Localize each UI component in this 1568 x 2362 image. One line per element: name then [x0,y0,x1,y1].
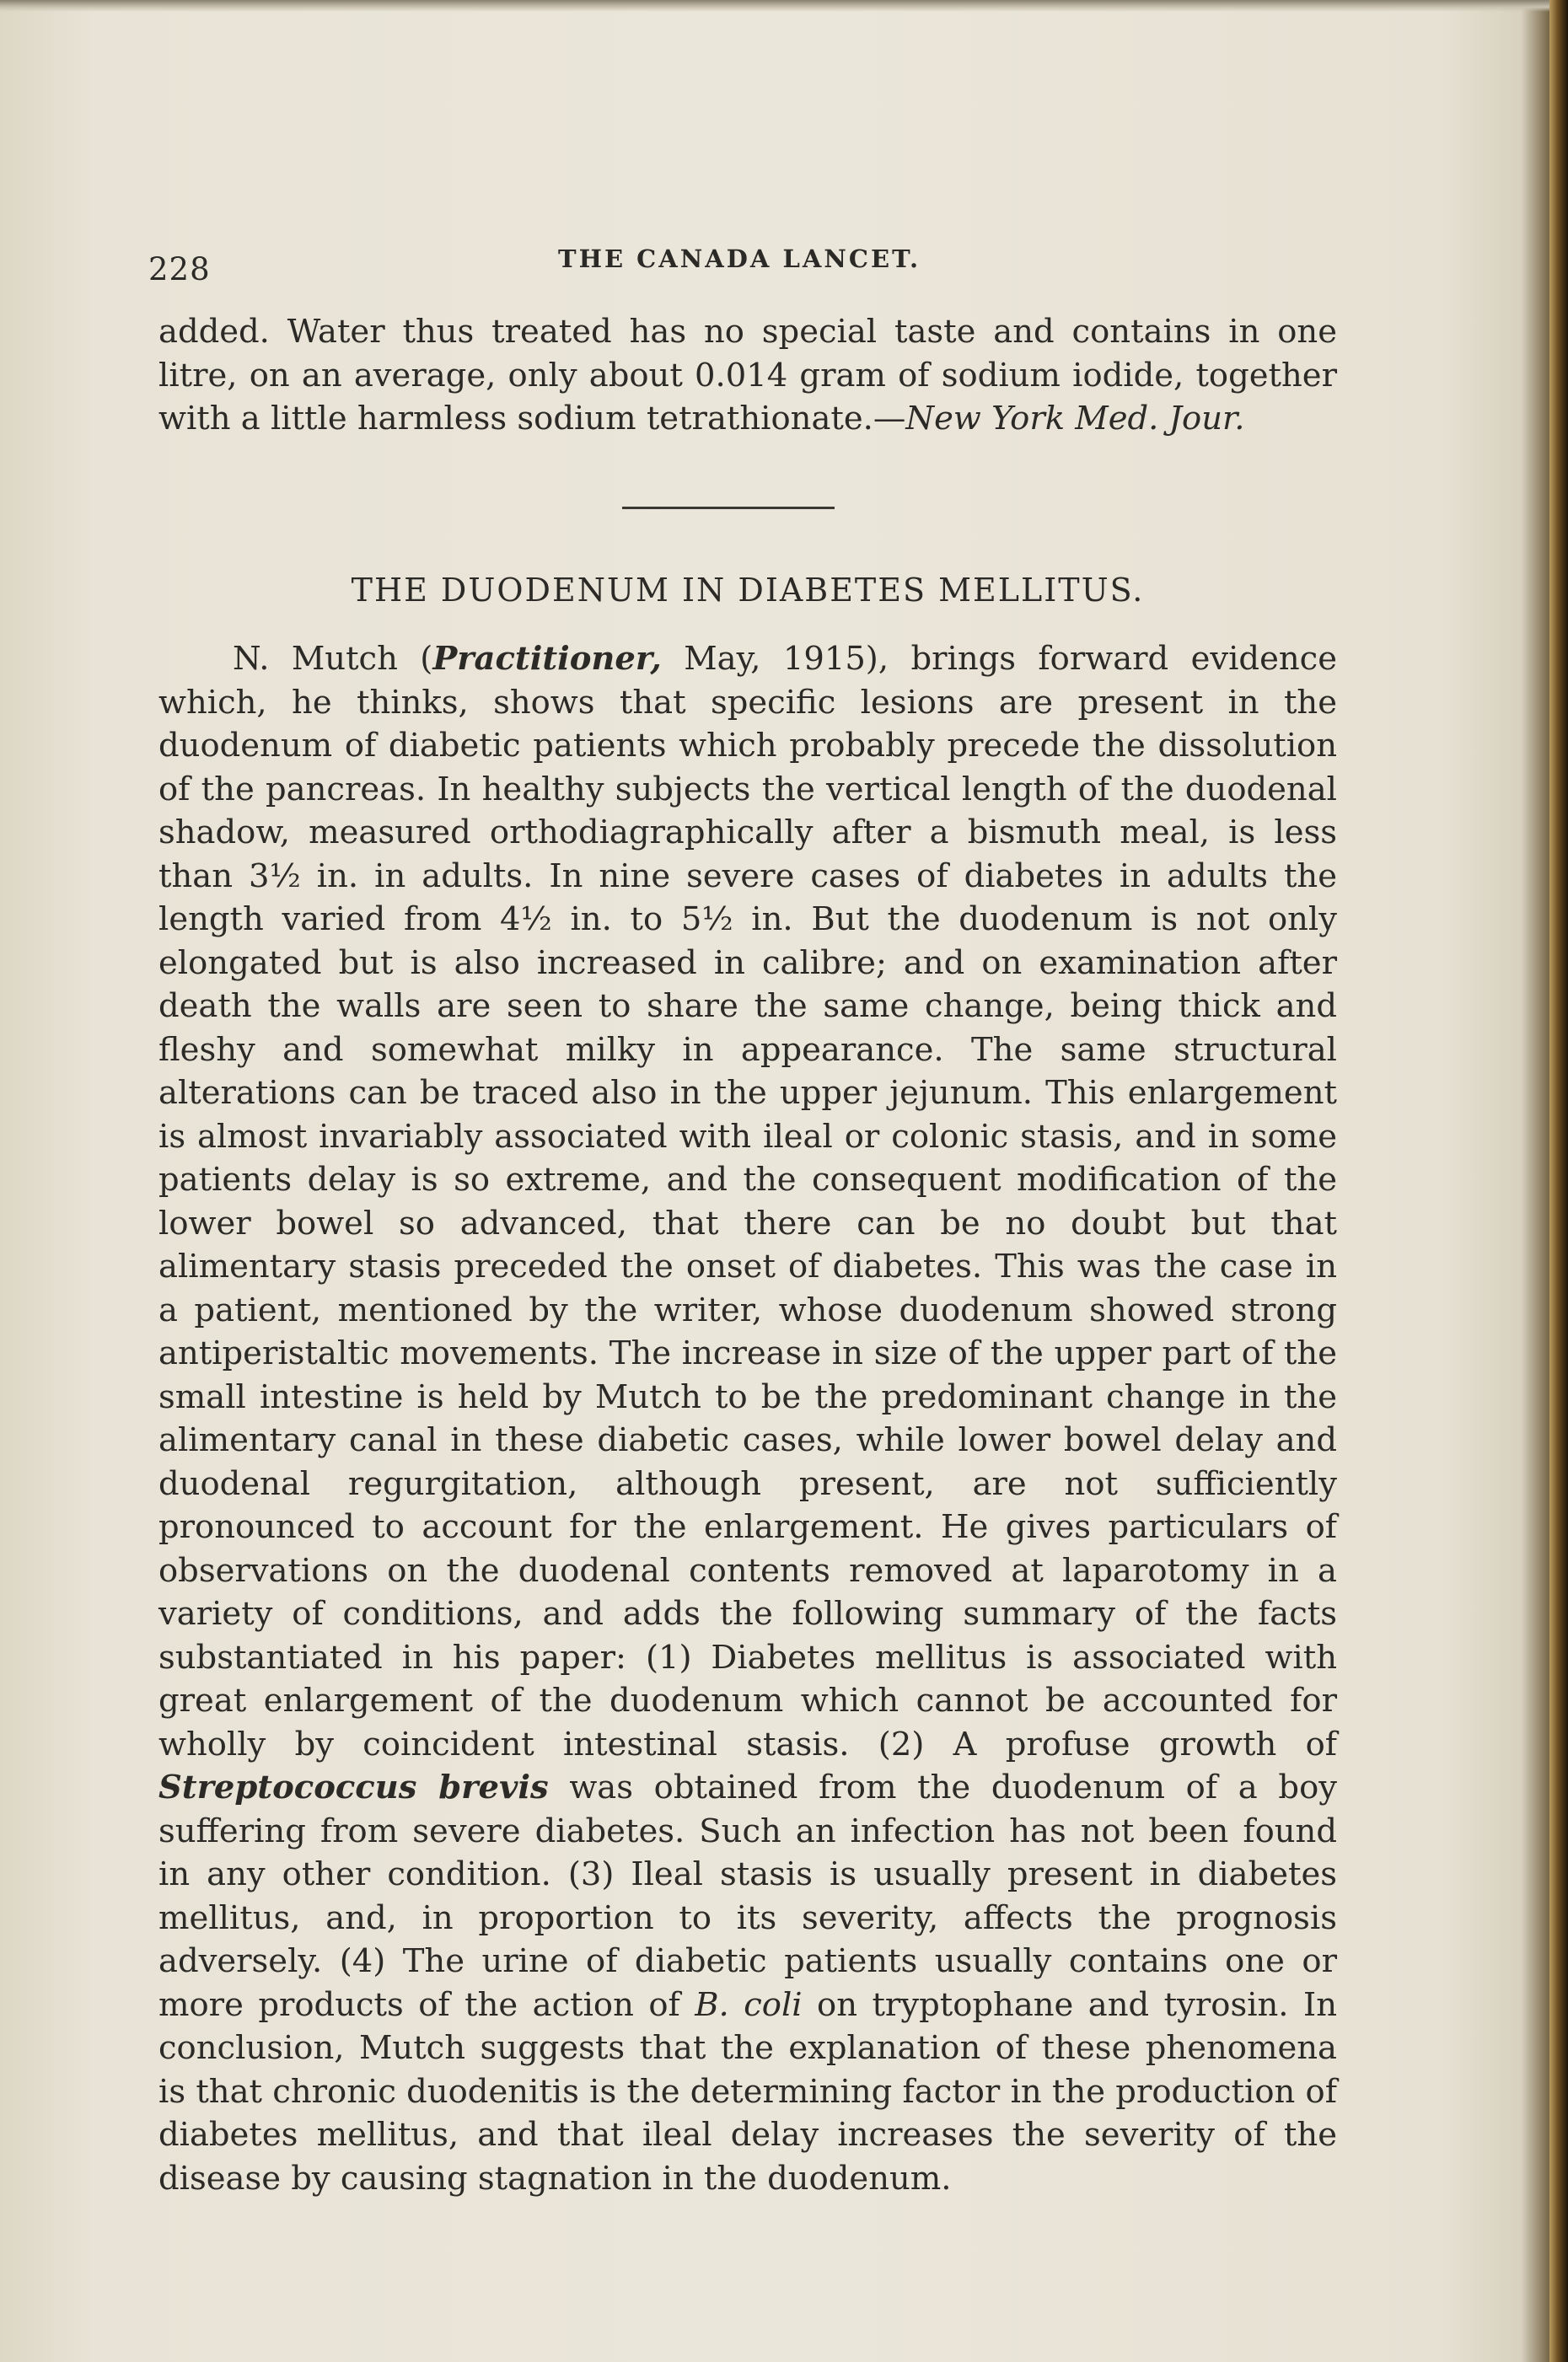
article-text-part-1: N. Mutch ( [233,640,433,678]
page-number: 228 [148,251,211,287]
journal-name: Practitioner, [432,640,662,678]
article-body [158,637,1337,2200]
running-head: THE CANADA LANCET. [558,244,921,273]
article-text-part-4: on tryptophane and tyrosin. In conclusion, Mutch suggests that the explanation of these phenomena is that chronic duodenitis is the determining factor in the production of diabetes mellitus, and that ileal delay increases the severity of the disease by causing stagnation in the duodenum. [158,1985,1338,2198]
section-divider [622,507,835,509]
book-spine-edge [1549,0,1568,2362]
citation-source: New York Med. Jour. [905,400,1245,438]
bacterium-name: B. coli [695,1985,803,2024]
page-top-edge [0,0,1568,12]
continued-paragraph [158,310,1337,441]
article-text-part-3: was obtained from the duodenum of a boy suffering from severe diabetes. Such an infection has not been found in any other condition. (3) Ileal stasis is usually present in diabetes mellitus, and, in proportion to its severity, affects the prognosis adversely. (4) The urine of diabetic patients usually contains one or more products of the action of [158,1769,1337,2024]
continued-paragraph-text: added. Water thus treated has no special taste and contains in one litre, on an average, only about 0.014 gram of sodium iodide, together with a little harmless sodium tetrathionate.— [158,313,1337,438]
article-title: THE DUODENUM IN DIABETES MELLITUS. [351,572,1145,609]
organism-name: Streptococcus brevis [158,1769,549,1806]
article-text-part-2: May, 1915), brings forward evidence which, he thinks, shows that specific lesions are present in the duodenum of diabetic patients which probably precede the dissolution of the pancreas. In healthy subjects the vertical length of the duodenal shadow, measured orthodiagraphically after a bismuth meal, is less than 3½ in. in adults. In nine severe cases of diabetes in adults the length varied from 4½ in. to 5½ in. But the duodenum is not only elongated but is also increased in calibre; and on examination after death the walls are seen to share the same change, being thick and fleshy and somewhat milky in appearance. The same structural alterations can be traced also in the upper jejunum. This enlargement is almost invariably associated with ileal or colonic stasis, and in some patients delay is so extreme, and the consequent modification of the lower bowel so advanced, that there can be no doubt but that alimentary stasis preceded the onset of diabetes. This was the case in a patient, mentioned by the writer, whose duodenum showed strong antiperistaltic movements. The increase in size of the upper part of the small intestine is held by Mutch to be the predominant change in the alimentary canal in these diabetic cases, while lower bowel delay and duodenal regurgitation, although present, are not sufficiently pronounced to account for the enlargement. He gives particulars of observations on the duodenal contents removed at laparotomy in a variety of conditions, and adds the following summary of the facts substantiated in his paper: (1) Diabetes mellitus is associated with great enlargement of the duodenum which cannot be accounted for wholly by coincident intestinal stasis. (2) A profuse growth of [158,640,1337,1763]
